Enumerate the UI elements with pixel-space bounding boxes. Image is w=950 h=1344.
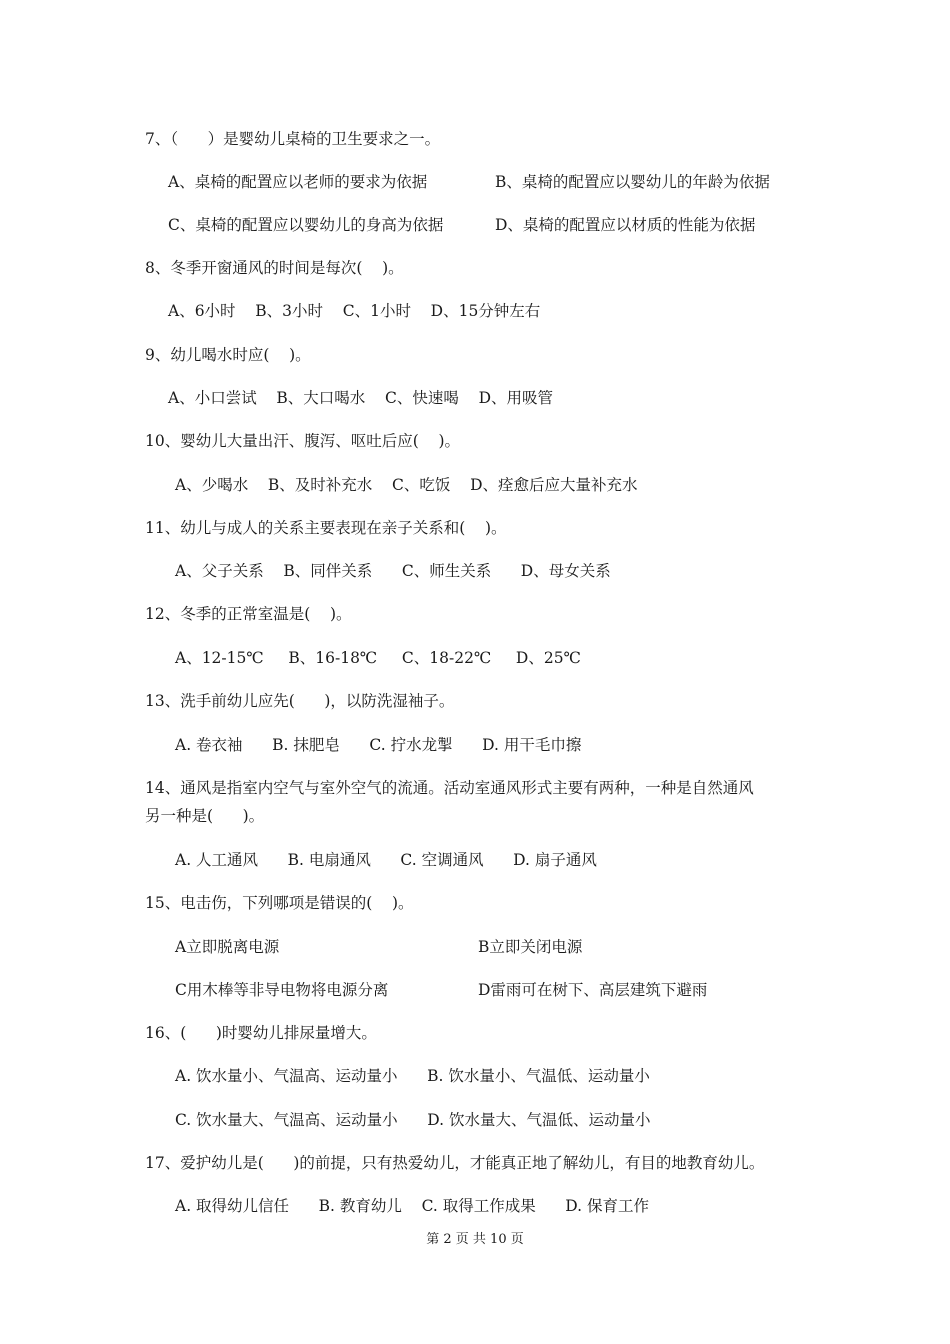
question-15-option-b: B立即关闭电源: [478, 938, 583, 956]
page-footer: 第 2 页 共 10 页: [426, 1232, 524, 1247]
question-8-stem: 8、冬季开窗通风的时间是每次( )。: [145, 259, 404, 277]
question-14-options: A. 人工通风 B. 电扇通风 C. 空调通风 D. 扇子通风: [175, 851, 597, 869]
question-16-options-cd: C. 饮水量大、气温高、运动量小 D. 饮水量大、气温低、运动量小: [175, 1111, 651, 1129]
question-10-stem: 10、婴幼儿大量出汗、腹泻、呕吐后应( )。: [145, 432, 461, 450]
question-15-stem: 15、电击伤，下列哪项是错误的( )。: [145, 894, 414, 912]
question-7-option-a: A、桌椅的配置应以老师的要求为依据: [168, 173, 428, 191]
question-8-options: A、6小时 B、3小时 C、1小时 D、15分钟左右: [168, 302, 541, 320]
question-11-stem: 11、幼儿与成人的关系主要表现在亲子关系和( )。: [145, 519, 507, 537]
question-9-options: A、小口尝试 B、大口喝水 C、快速喝 D、用吸管: [168, 389, 553, 407]
question-15-option-d: D雷雨可在树下、高层建筑下避雨: [478, 981, 708, 999]
question-14-stem-line2: 另一种是( )。: [145, 807, 265, 825]
question-16-stem: 16、( )时婴幼儿排尿量增大。: [145, 1024, 377, 1042]
question-16-options-ab: A. 饮水量小、气温高、运动量小 B. 饮水量小、气温低、运动量小: [175, 1067, 650, 1085]
question-12-options: A、12-15℃ B、16-18℃ C、18-22℃ D、25℃: [175, 649, 581, 667]
question-13-stem: 13、洗手前幼儿应先( )，以防洗湿袖子。: [145, 692, 455, 710]
question-15-option-a: A立即脱离电源: [175, 938, 280, 956]
question-17-options: A. 取得幼儿信任 B. 教育幼儿 C. 取得工作成果 D. 保育工作: [175, 1197, 650, 1215]
question-7-stem: 7、（ ）是婴幼儿桌椅的卫生要求之一。: [145, 130, 441, 148]
question-17-stem: 17、爱护幼儿是( )的前提，只有热爱幼儿，才能真正地了解幼儿，有目的地教育幼儿。: [145, 1154, 765, 1172]
question-7-option-d: D、桌椅的配置应以材质的性能为依据: [495, 216, 756, 234]
question-11-options: A、父子关系 B、同伴关系 C、师生关系 D、母女关系: [175, 562, 611, 580]
question-10-options: A、少喝水 B、及时补充水 C、吃饭 D、痊愈后应大量补充水: [175, 476, 638, 494]
question-7-option-b: B、桌椅的配置应以婴幼儿的年龄为依据: [495, 173, 770, 191]
question-13-options: A. 卷衣袖 B. 抹肥皂 C. 拧水龙掣 D. 用干毛巾擦: [175, 736, 582, 754]
question-9-stem: 9、幼儿喝水时应( )。: [145, 346, 311, 364]
question-12-stem: 12、冬季的正常室温是( )。: [145, 605, 352, 623]
question-14-stem-line1: 14、通风是指室内空气与室外空气的流通。活动室通风形式主要有两种，一种是自然通风: [145, 779, 754, 797]
question-15-option-c: C用木棒等非导电物将电源分离: [175, 981, 389, 999]
question-7-option-c: C、桌椅的配置应以婴幼儿的身高为依据: [168, 216, 444, 234]
